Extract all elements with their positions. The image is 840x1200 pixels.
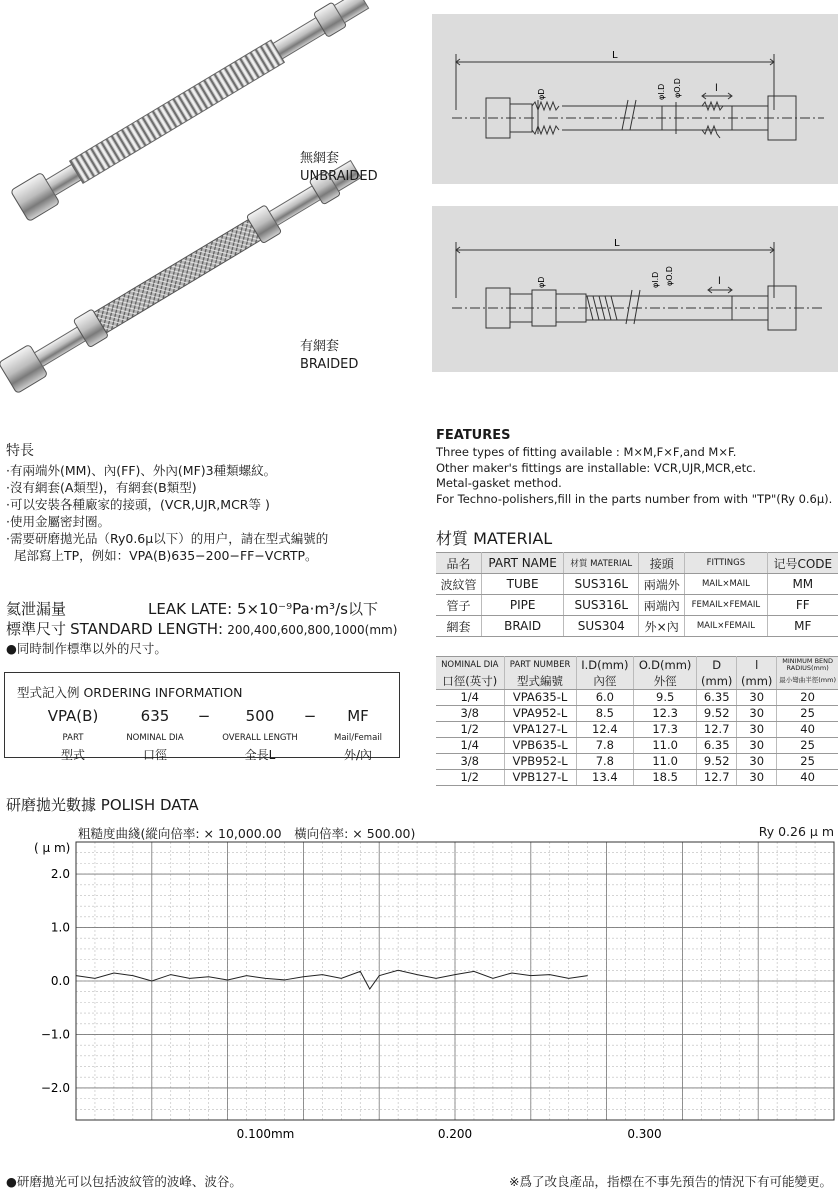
spec-cell: 12.7: [697, 769, 737, 785]
material-cell: SUS316L: [564, 595, 639, 616]
spec-cell: 7.8: [576, 737, 633, 753]
spec-cell: 8.5: [576, 705, 633, 721]
drawing-unbraided-svg: [432, 14, 838, 184]
material-header-cell: FITTINGS: [685, 553, 767, 574]
drawing-braided: [432, 206, 838, 372]
ordering-nominal-dia-value: 635: [140, 707, 170, 725]
x-tick-label: 0.300: [627, 1127, 662, 1141]
spec-header-cell: (mm): [697, 673, 737, 690]
chart-caption: 粗糙度曲綫(縱向倍率: × 10,000.00 橫向倍率: × 500.00): [78, 826, 416, 841]
spec-cell: 3/8: [436, 705, 504, 721]
spec-header-cell: 最小彎曲半徑(mm): [777, 673, 838, 690]
leak-value-group: [148, 598, 378, 619]
spec-cell: 1/2: [436, 769, 504, 785]
features-en-list: [436, 445, 840, 507]
spec-cell: 30: [737, 753, 777, 769]
spec-cell: 6.35: [697, 689, 737, 705]
ordering-overall-length-value: 500: [245, 707, 275, 725]
spec-cell: 12.7: [697, 721, 737, 737]
material-row: [436, 574, 838, 595]
spec-cell: 1/4: [436, 689, 504, 705]
spec-cell: 17.3: [634, 721, 697, 737]
spec-cell: 11.0: [634, 737, 697, 753]
material-cell: 外×內: [639, 616, 685, 637]
material-cell: 兩端外: [639, 574, 685, 595]
ordering-part: [33, 707, 113, 763]
leak-value: 5×10⁻⁹Pa·m³/s以下: [236, 600, 378, 618]
spec-header-cell: l: [737, 657, 777, 673]
spec-row: [436, 769, 838, 785]
material-cell: SUS316L: [564, 574, 639, 595]
features-en-item: For Techno-polishers,fill in the parts number from with "TP"(Ry 0.6μ).: [436, 491, 833, 506]
spec-cell: 18.5: [634, 769, 697, 785]
material-header-cell: 材質 MATERIAL: [564, 553, 639, 574]
material-cell: PIPE: [481, 595, 563, 616]
leak-label-en: LEAK LATE:: [148, 600, 233, 618]
spec-header-cell: 口徑(英寸): [436, 673, 504, 690]
spec-cell: 25: [777, 705, 838, 721]
polish-data-title: 研磨拋光數據 POLISH DATA: [6, 796, 199, 814]
features-cn: [6, 440, 416, 564]
spec-header-cell: 內徑: [576, 673, 633, 690]
chart-ry-value: Ry 0.26 μ m: [758, 824, 834, 839]
spec-header-cell: PART NUMBER: [504, 657, 576, 673]
drawing-bottom-D-label: φD: [537, 276, 546, 288]
spec-cell: 1/4: [436, 737, 504, 753]
spec-header-cell: (mm): [737, 673, 777, 690]
material-header-cell: 接頭: [639, 553, 685, 574]
material-cell: 管子: [436, 595, 481, 616]
material-cell: MAIL×MAIL: [685, 574, 767, 595]
drawing-top-D-label: φD: [537, 88, 546, 100]
standard-length-line: [6, 618, 426, 639]
spec-table: [436, 656, 838, 786]
features-cn-item: ·有兩端外(MM)、內(FF)、外內(MF)3種類螺紋。: [6, 463, 277, 478]
material-cell: 波紋管: [436, 574, 481, 595]
ordering-information-box: [4, 672, 400, 762]
drawing-bottom-L-label: L: [614, 238, 620, 249]
material-cell: SUS304: [564, 616, 639, 637]
features-cn-list: [6, 462, 416, 564]
unbraided-caption: [300, 150, 378, 186]
y-tick-label: −1.0: [40, 1027, 70, 1042]
ordering-overall-length: [215, 707, 305, 763]
material-header-cell: PART NAME: [481, 553, 563, 574]
spec-cell: VPA127-L: [504, 721, 576, 737]
spec-cell: 12.4: [576, 721, 633, 737]
material-cell: MM: [767, 574, 838, 595]
spec-cell: 7.8: [576, 753, 633, 769]
material-header-cell: 记号CODE: [767, 553, 838, 574]
material-title: 材質 MATERIAL: [436, 529, 553, 548]
spec-header-cell: O.D(mm): [634, 657, 697, 673]
ordering-part-value: VPA(B): [47, 707, 99, 725]
material-cell: MF: [767, 616, 838, 637]
features-cn-title: 特長: [6, 443, 34, 459]
y-tick-label: 2.0: [50, 867, 70, 882]
spec-cell: 25: [777, 737, 838, 753]
ordering-fitting-type-cn: 外/內: [343, 748, 373, 762]
drawing-top-l-label: l: [715, 83, 718, 94]
polish-chart: [0, 838, 840, 1156]
unbraided-label-cn: 無網套: [300, 151, 340, 166]
drawing-bottom-ID-label: φI.D: [651, 271, 660, 288]
standard-length-value: 200,400,600,800,1000(mm): [227, 623, 398, 637]
spec-cell: VPA635-L: [504, 689, 576, 705]
features-en: [436, 428, 840, 507]
ordering-part-cn: 型式: [60, 748, 85, 762]
y-tick-label: 1.0: [50, 920, 70, 935]
spec-cell: 20: [777, 689, 838, 705]
material-cell: BRAID: [481, 616, 563, 637]
y-axis-unit-label: ( μ m): [34, 841, 71, 855]
ordering-nominal-dia: [120, 707, 190, 763]
material-cell: TUBE: [481, 574, 563, 595]
drawing-top-L-label: L: [612, 50, 618, 61]
drawing-unbraided: [432, 14, 838, 184]
spec-cell: 30: [737, 705, 777, 721]
drawing-braided-svg: [432, 206, 838, 372]
material-table: [436, 552, 838, 637]
spec-cell: 25: [777, 753, 838, 769]
spec-cell: VPB127-L: [504, 769, 576, 785]
material-header-row: [436, 553, 838, 574]
x-tick-label: 0.200: [437, 1127, 473, 1141]
spec-cell: VPB635-L: [504, 737, 576, 753]
spec-cell: 9.52: [697, 705, 737, 721]
spec-cell: 11.0: [634, 753, 697, 769]
braided-label-cn: 有網套: [300, 339, 340, 354]
y-tick-label: −2.0: [40, 1080, 70, 1095]
spec-header-cell: D: [697, 657, 737, 673]
material-row: [436, 616, 838, 637]
ordering-nominal-dia-en: NOMINAL DIA: [126, 733, 184, 743]
drawing-bottom-l-label: l: [718, 276, 721, 287]
standard-length-label-en: STANDARD LENGTH:: [70, 620, 224, 638]
roughness-curve: [76, 970, 588, 989]
custom-size-note: ●同時制作標準以外的尺寸。: [6, 641, 167, 656]
features-cn-item: ·可以安裝各種廠家的接頭，(VCR,UJR,MCR等 ): [6, 497, 270, 512]
spec-cell: 40: [777, 721, 838, 737]
spec-cell: 6.35: [697, 737, 737, 753]
features-cn-item: ·沒有網套(A類型)，有網套(B類型): [6, 480, 197, 495]
spec-cell: 6.0: [576, 689, 633, 705]
spec-header-cell: MINIMUM BEND RADIUS(mm): [777, 657, 838, 673]
material-cell: 網套: [436, 616, 481, 637]
spec-cell: 3/8: [436, 753, 504, 769]
spec-cell: 30: [737, 769, 777, 785]
features-en-item: Metal-gasket method.: [436, 476, 562, 490]
standard-length-label-cn: 標準尺寸: [6, 620, 67, 638]
spec-cell: 40: [777, 769, 838, 785]
spec-cell: VPB952-L: [504, 753, 576, 769]
material-row: [436, 595, 838, 616]
material-header-cell: 品名: [436, 553, 481, 574]
spec-header-row: [436, 657, 838, 673]
features-cn-item: 尾部寫上TP，例如：VPA(B)635−200−FF−VCRTP。: [6, 548, 318, 563]
ordering-nominal-dia-cn: 口徑: [142, 748, 167, 762]
features-en-title: FEATURES: [436, 428, 511, 443]
ordering-fitting-type-value: MF: [347, 707, 369, 725]
ordering-overall-length-en: OVERALL LENGTH: [222, 733, 298, 743]
ordering-fitting-type: [325, 707, 391, 763]
spec-header-cell: NOMINAL DIA: [436, 657, 504, 673]
x-tick-label: 0.100mm: [236, 1127, 295, 1141]
features-cn-item: ·使用金屬密封圈。: [6, 514, 110, 529]
polish-footnote: ●研磨拋光可以包括波紋管的波峰、波谷。: [6, 1174, 242, 1189]
features-en-item: Other maker's fittings are installable: VCR,UJR,MCR,etc.: [436, 460, 757, 475]
features-cn-item: ·需要研磨拋光品（Ry0.6μ以下）的用户，請在型式編號的: [6, 531, 329, 546]
braided-label-en: BRAIDED: [300, 357, 359, 372]
material-cell: FEMAIL×FEMAIL: [685, 595, 767, 616]
spec-cell: 9.5: [634, 689, 697, 705]
spec-row: [436, 721, 838, 737]
leak-rate-line: [6, 598, 416, 618]
spec-row: [436, 689, 838, 705]
spec-header-cell: 型式編號: [504, 673, 576, 690]
spec-cell: 30: [737, 737, 777, 753]
y-tick-label: 0.0: [50, 974, 70, 988]
braided-caption: [300, 338, 358, 374]
drawing-bottom-OD-label: φO.D: [665, 266, 674, 286]
spec-cell: VPA952-L: [504, 705, 576, 721]
spec-cell: 1/2: [436, 721, 504, 737]
leak-label-cn: 氦泄漏量: [6, 600, 67, 618]
material-cell: MAIL×FEMAIL: [685, 616, 767, 637]
drawing-top-ID-label: φI.D: [657, 83, 666, 100]
spec-row: [436, 705, 838, 721]
features-en-item: Three types of fitting available : M×M,F×F,and M×F.: [436, 445, 737, 459]
spec-header-cell: I.D(mm): [576, 657, 633, 673]
spec-row: [436, 753, 838, 769]
material-cell: 兩端內: [639, 595, 685, 616]
product-photos: [0, 0, 420, 400]
unbraided-label-en: UNBRAIDED: [300, 169, 378, 184]
spec-header-cell: 外徑: [634, 673, 697, 690]
ordering-fitting-type-en: Mail/Femail: [334, 733, 382, 743]
ordering-part-en: PART: [62, 733, 84, 743]
ordering-dash: −: [303, 707, 317, 725]
ordering-dash: −: [197, 707, 211, 725]
spec-cell: 30: [737, 689, 777, 705]
ordering-title: 型式記入例 ORDERING INFORMATION: [17, 685, 243, 700]
spec-row: [436, 737, 838, 753]
material-cell: FF: [767, 595, 838, 616]
ordering-overall-length-cn: 全長L: [244, 748, 276, 762]
change-notice: ※爲了改良產品，指標在不事先預告的情況下有可能變更。: [509, 1174, 832, 1189]
spec-cell: 9.52: [697, 753, 737, 769]
drawing-top-OD-label: φO.D: [673, 78, 682, 98]
spec-cell: 13.4: [576, 769, 633, 785]
spec-cell: 30: [737, 721, 777, 737]
spec-header-row: [436, 673, 838, 690]
spec-cell: 12.3: [634, 705, 697, 721]
